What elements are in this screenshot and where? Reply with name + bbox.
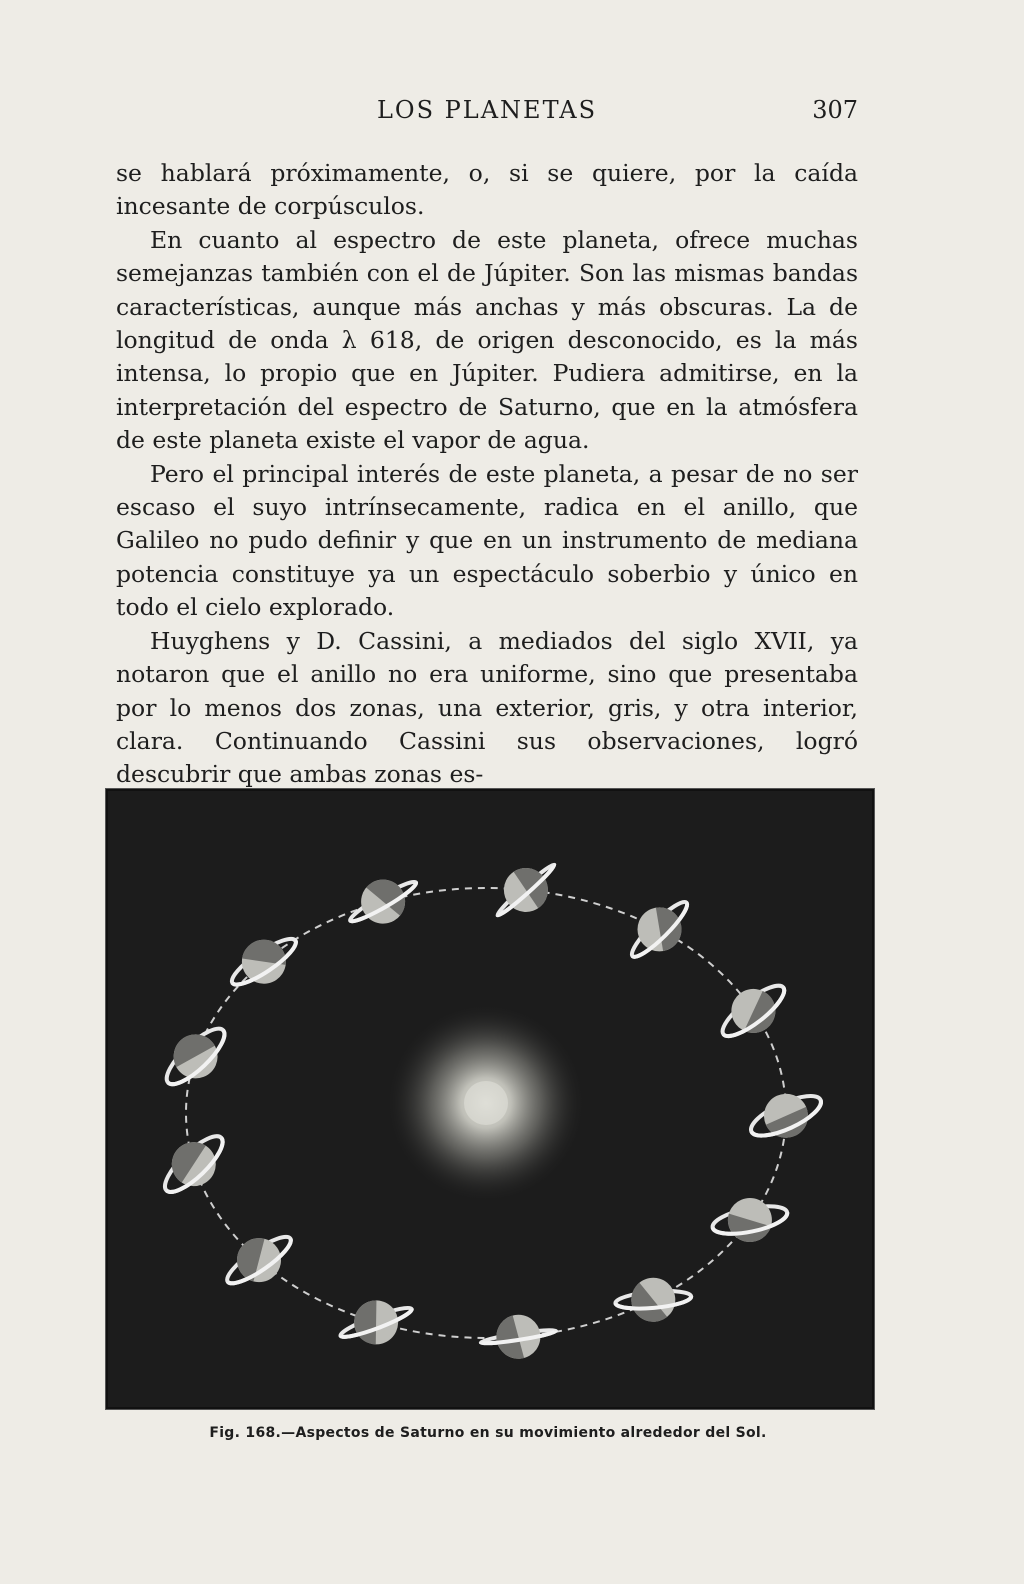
figure-caption: Fig. 168.—Aspectos de Saturno en su movimiento alrededor del Sol. bbox=[209, 1425, 767, 1441]
saturn-orbit-figure bbox=[106, 789, 874, 1409]
paragraph-4: Huyghens y D. Cassini, a mediados del siglo XVII, ya notaron que el anillo no era uniforme, sino que presentaba por lo menos dos zonas, una exterior, gris, y otra interior, clara. Continuando Cassini sus observaciones, logró descubrir que ambas zonas es- bbox=[116, 626, 858, 789]
sun-icon bbox=[464, 1081, 508, 1125]
body-text bbox=[116, 157, 858, 792]
running-title: LOS PLANETAS bbox=[376, 96, 598, 124]
paragraph-3: Pero el principal interés de este planeta, a pesar de no ser escaso el suyo intrínsecamente, radica en el anillo, que Galileo no pudo definir y que en un instrumento de mediana potencia constituye ya un espectáculo soberbio y único en todo el cielo explorado. bbox=[116, 459, 858, 622]
running-head bbox=[116, 96, 858, 136]
saturn-orbit-illustration bbox=[118, 801, 862, 1397]
paragraph-2: En cuanto al espectro de este planeta, ofrece muchas semejanzas también con el de Júpiter. Son las mismas bandas características, aunque más anchas y más obscuras. La de longitud de onda λ 618, de origen desconocido, es la más intensa, lo propio que en Júpiter. Pudiera admitirse, en la interpretación del espectro de Saturno, que en la atmósfera de este planeta existe el vapor de agua. bbox=[116, 225, 858, 455]
paragraph-1: se hablará próximamente, o, si se quiere, por la caída incesante de corpúsculos. bbox=[116, 159, 858, 221]
page-number: 307 bbox=[812, 96, 858, 124]
